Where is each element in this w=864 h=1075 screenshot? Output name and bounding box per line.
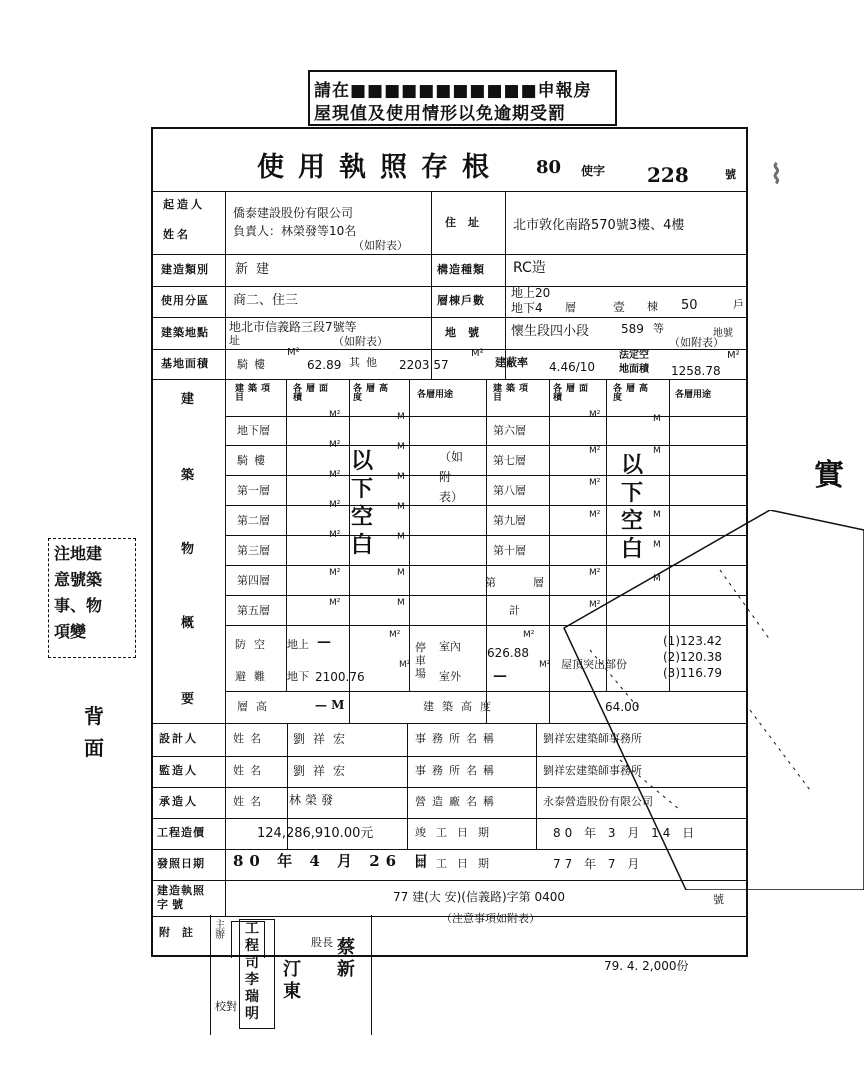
- see-attach-left: （如附表）: [439, 450, 464, 504]
- supervisor-label: 監造人: [159, 764, 198, 777]
- unit-m2-5: M²: [329, 598, 341, 608]
- header-use-left: 各層用途: [417, 390, 454, 400]
- lot-number: 589: [621, 322, 644, 336]
- area-unit-3: M²: [727, 350, 740, 361]
- zoning-value: 商二、住三: [233, 293, 299, 308]
- supervisor-name-label: 姓名: [233, 764, 267, 777]
- unit-m2-7: M²: [589, 446, 601, 456]
- floors-below: 地下4: [511, 301, 543, 315]
- bldg-label-3: 物: [181, 542, 195, 557]
- floor-arcade: 騎樓: [237, 454, 271, 467]
- contractor-label: 承造人: [159, 795, 198, 808]
- unit-m-7: M: [653, 446, 661, 456]
- floors-hh-unit: 戶: [733, 298, 744, 311]
- shelter-up-label: 地上: [287, 638, 309, 651]
- unit-m-9: M: [653, 510, 661, 520]
- protrude-v1: (1)123.42: [663, 634, 722, 648]
- floor-6: 第六層: [493, 424, 526, 437]
- permit-label-1: 建造執照: [157, 884, 205, 897]
- unit-m2-3: M²: [329, 530, 341, 540]
- bldg-label-1: 建: [181, 392, 195, 407]
- protrude-v2: (2)120.38: [663, 650, 722, 664]
- unit-m2-8: M²: [589, 478, 601, 488]
- shelter-label-2: 避難: [235, 670, 273, 683]
- cost-value: 124,286,910.00元: [257, 826, 374, 841]
- section-stamp-text: 汀東: [283, 959, 301, 1002]
- left-note-2: 意號築: [54, 570, 103, 589]
- folded-corner: [550, 510, 864, 890]
- floor-total: 計: [509, 604, 520, 617]
- issue-label: 發照日期: [157, 857, 205, 870]
- check-label: 校對: [215, 1000, 237, 1013]
- contractor-name: 林榮發: [289, 793, 338, 807]
- area-other: 2203.57: [399, 358, 449, 372]
- remarks-label: 附註: [159, 926, 205, 939]
- license-number: 228: [647, 163, 689, 187]
- left-note-4: 項變: [54, 622, 87, 641]
- floors-label: 層棟戶數: [437, 294, 485, 307]
- license-word: 使字: [581, 164, 606, 178]
- structure-value: RC造: [513, 260, 546, 276]
- permit-value: 77 建(大 安)(信義路)字第 0400: [393, 890, 565, 904]
- left-note-3: 事、物: [54, 596, 103, 615]
- header-use-right: 各層用途: [675, 390, 712, 400]
- start-label: 開工日期: [415, 857, 499, 870]
- unit-m2-6: M²: [589, 410, 601, 420]
- unit-m2-2: M²: [329, 500, 341, 510]
- site-value-2: 址: [229, 334, 240, 347]
- main-label: 主辦: [215, 920, 225, 941]
- start-value: 77 年 7 月: [553, 857, 644, 871]
- area-other-label: 其他: [349, 356, 383, 369]
- floor-8: 第八層: [493, 484, 526, 497]
- bldg-height-value: 64.00: [605, 700, 640, 714]
- shelter-label-1: 防空: [235, 638, 273, 651]
- area-arcade: 62.89: [307, 358, 342, 372]
- lot-label: 地號: [445, 326, 491, 339]
- permit-label-2: 字號: [157, 898, 187, 911]
- builder-label-bottom: 姓名: [163, 228, 191, 241]
- notice-line-2: 屋現值及使用情形以免逾期受罰: [314, 104, 566, 124]
- protrude-v3: (3)116.79: [663, 666, 722, 680]
- header-height-right: 各層高度: [613, 384, 653, 403]
- header-item-left: 建築項目: [235, 384, 275, 403]
- unit-m-3: M: [397, 532, 405, 542]
- shelter-up-value: —: [317, 634, 331, 650]
- builder-label-top: 起造人: [163, 198, 205, 211]
- builder-note: （如附表）: [353, 239, 408, 252]
- floors-unit: 層: [565, 301, 576, 314]
- floor-extra-1: 第: [485, 576, 496, 589]
- parking-indoor-value: 626.88: [487, 646, 529, 660]
- permit-note: （注意事項如附表）: [441, 912, 540, 925]
- supervisor-office: 劉祥宏建築師事務所: [543, 764, 642, 777]
- left-margin-note: [48, 538, 138, 760]
- shelter-down-label: 地下: [287, 670, 309, 683]
- structure-label: 構造種類: [437, 263, 485, 276]
- lot-suffix: 等: [653, 322, 664, 335]
- dept-label: 股長: [311, 936, 333, 949]
- area-open: 1258.78: [671, 364, 721, 378]
- area-arcade-label: 騎樓: [237, 358, 271, 371]
- floor-height-label: 層高: [237, 700, 275, 713]
- left-note-back-1: 背: [84, 704, 104, 728]
- done-value: 80 年 3 月 14 日: [553, 826, 699, 840]
- parking-outdoor-value: —: [493, 668, 507, 684]
- designer-office: 劉祥宏建築師事務所: [543, 732, 642, 745]
- floor-3: 第三層: [237, 544, 270, 557]
- floor-10: 第十層: [493, 544, 526, 557]
- area-label: 基地面積: [161, 357, 209, 370]
- shelter-down-value: 2100.76: [315, 670, 365, 684]
- designer-office-label: 事務所名稱: [415, 732, 500, 745]
- approval-stamp-area: [210, 915, 372, 1035]
- area-open-label-2: 地面積: [619, 364, 649, 375]
- unit-m-6: M: [653, 414, 661, 424]
- unit-m2-park-2: M²: [539, 660, 551, 670]
- blank-note-left: 以下空白: [351, 448, 374, 558]
- unit-m-1: M: [397, 472, 405, 482]
- floor-9: 第九層: [493, 514, 526, 527]
- builder-rep: 負責人：林榮發等10名: [233, 224, 357, 238]
- right-margin-char: 實: [814, 458, 844, 493]
- form-title: 使用執照存根: [257, 152, 503, 183]
- floor-7: 第七層: [493, 454, 526, 467]
- lot-value: 懷生段四小段: [511, 324, 590, 339]
- license-suffix: 號: [725, 168, 736, 181]
- supervisor-office-label: 事務所名稱: [415, 764, 500, 777]
- left-note-back-2: 面: [84, 736, 104, 760]
- floors-ridge-unit: 棟: [647, 300, 658, 313]
- unit-m2-shelter-2: M²: [399, 660, 411, 670]
- parking-outdoor-label: 室外: [439, 670, 461, 683]
- designer-name-label: 姓名: [233, 732, 267, 745]
- designer-name: 劉祥宏: [293, 732, 354, 746]
- license-year: 80: [536, 157, 562, 178]
- area-unit-1: M²: [287, 347, 300, 358]
- floor-b: 地下層: [237, 424, 270, 437]
- unit-m-5: M: [397, 598, 405, 608]
- engineer-stamp-text: 工程司李瑞明: [245, 921, 259, 1022]
- header-item-right: 建築項目: [493, 384, 533, 403]
- floors-households: 50: [681, 298, 698, 313]
- header-area-left: 各層面積: [293, 384, 333, 403]
- floor-1: 第一層: [237, 484, 270, 497]
- parking-indoor-label: 室內: [439, 640, 461, 653]
- area-far-label: 建蔽率: [495, 356, 528, 369]
- site-note: （如附表）: [333, 335, 388, 348]
- lot-note: （如附表）: [669, 336, 724, 349]
- area-far: 4.46/10: [549, 360, 596, 374]
- issue-value: 80 年 4 月 26 日: [233, 852, 435, 870]
- site-value: 地北市信義路三段7號等: [229, 320, 357, 334]
- parking-label: 停車場: [415, 641, 426, 680]
- supervisor-name: 劉祥宏: [293, 764, 354, 778]
- address-value: 北市敦化南路570號3樓、4樓: [513, 218, 685, 233]
- builder-name: 僑泰建設股份有限公司: [233, 206, 354, 220]
- zoning-label: 使用分區: [161, 294, 209, 307]
- lot-extra: 地號: [713, 328, 733, 339]
- floors-ridge: 壹: [613, 300, 626, 314]
- chief-stamp-text: 蔡新: [337, 937, 355, 980]
- blank-note-right: 以下空白: [621, 452, 644, 562]
- unit-m2-9: M²: [589, 510, 601, 520]
- category-value: 新建: [235, 262, 278, 277]
- floor-height-value: — M: [315, 698, 345, 712]
- area-unit-2: M²: [471, 348, 484, 359]
- category-label: 建造類別: [161, 263, 209, 276]
- floors-above: 地上20: [511, 286, 551, 300]
- header-notice-stamp: [308, 70, 617, 126]
- header-height-left: 各層高度: [353, 384, 393, 403]
- done-label: 竣工日期: [415, 826, 499, 839]
- left-note-1: 注地建: [54, 544, 103, 563]
- bldg-label-5: 要: [181, 692, 195, 707]
- unit-m2-b: M²: [329, 410, 341, 420]
- bldg-label-4: 概: [181, 616, 195, 631]
- bldg-label-2: 築: [181, 468, 195, 483]
- print-note: 79. 4. 2,000份: [604, 959, 689, 973]
- unit-m-arcade: M: [397, 442, 405, 452]
- right-margin-scribble: ⌇: [770, 160, 783, 190]
- unit-m2-shelter: M²: [389, 630, 401, 640]
- unit-m2-1: M²: [329, 470, 341, 480]
- bldg-height-label: 建築高度: [423, 700, 499, 713]
- contractor-firm: 永泰營造股份有限公司: [543, 795, 653, 808]
- unit-m-extra: M: [653, 574, 661, 584]
- permit-suffix: 號: [713, 893, 724, 906]
- cost-label: 工程造價: [157, 826, 205, 839]
- unit-m-4: M: [397, 568, 405, 578]
- site-label: 建築地點: [161, 326, 209, 339]
- unit-m-10: M: [653, 540, 661, 550]
- floor-extra-2: 層: [533, 576, 544, 589]
- unit-m2-total: M²: [589, 600, 601, 610]
- area-open-label-1: 法定空: [619, 350, 649, 361]
- unit-m2-park-1: M²: [523, 630, 535, 640]
- contractor-firm-label: 營造廠名稱: [415, 795, 500, 808]
- notice-line-1: 請在■■■■■■■■■■■申報房: [314, 81, 592, 101]
- unit-m-b: M: [397, 412, 405, 422]
- designer-label: 設計人: [159, 732, 198, 745]
- floor-5: 第五層: [237, 604, 270, 617]
- unit-m2-10: M²: [589, 568, 601, 578]
- contractor-name-label: 姓名: [233, 795, 267, 808]
- floor-4: 第四層: [237, 574, 270, 587]
- header-area-right: 各層面積: [553, 384, 593, 403]
- unit-m2-arcade: M²: [329, 440, 341, 450]
- floor-2: 第二層: [237, 514, 270, 527]
- unit-m-2: M: [397, 502, 405, 512]
- unit-m2-4: M²: [329, 568, 341, 578]
- protrude-label: 屋頂突出部份: [561, 658, 627, 671]
- address-label: 住址: [445, 216, 491, 229]
